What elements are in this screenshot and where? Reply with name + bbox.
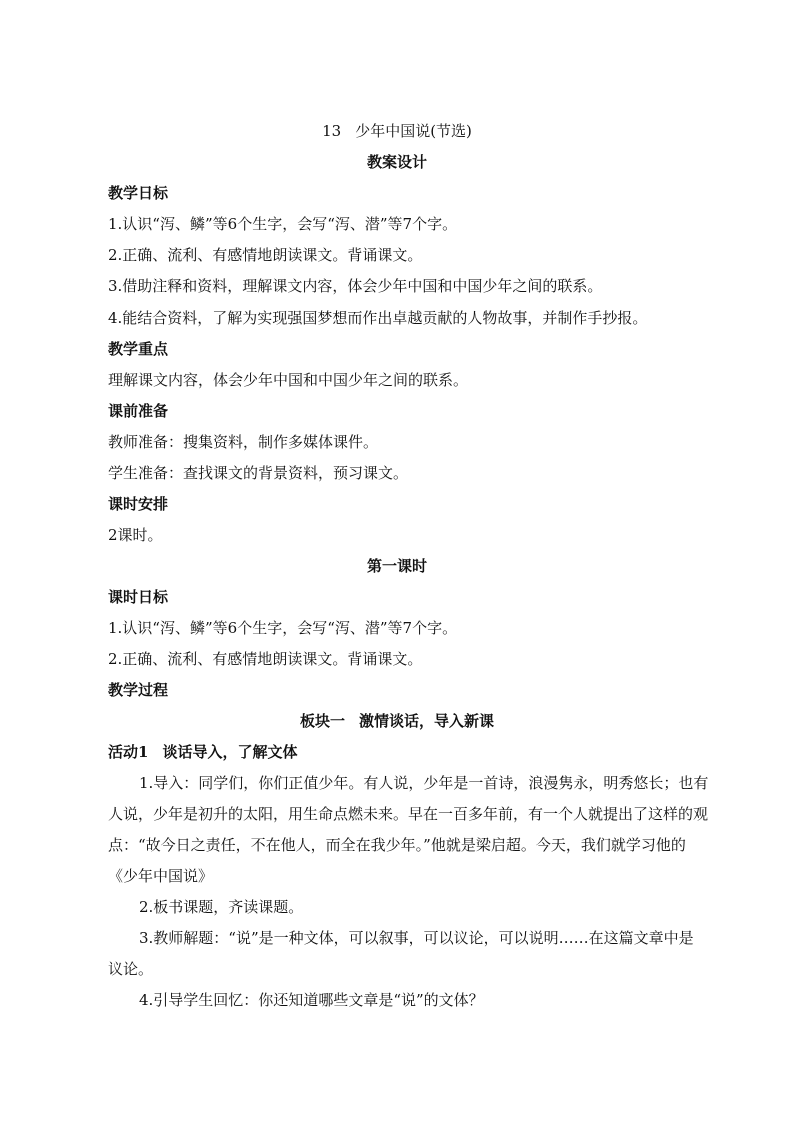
section-heading-lesson-objectives: 课时日标 <box>108 588 169 606</box>
schedule-text: 2课时。 <box>108 526 163 544</box>
paragraph-line: 3.教师解题：“说”是一种文体，可以叙事，可以议论，可以说明……在这篇文章中是 <box>139 929 694 947</box>
paragraph-line: 点：“故今日之责任，不在他人，而全在我少年。”他就是梁启超。今天，我们就学习他的 <box>108 836 686 854</box>
activity-one-heading <box>108 742 720 762</box>
prep-student: 学生准备：查找课文的背景资料，预习课文。 <box>108 464 409 482</box>
lesson-title-text: 少年中国说(节选) <box>355 122 472 140</box>
prep-teacher: 教师准备：搜集资料，制作多媒体课件。 <box>108 433 379 451</box>
lesson-objective-item: 2.正确、流利、有感情地朗读课文。背诵课文。 <box>108 650 423 668</box>
section-heading-objectives: 教学日标 <box>108 184 169 202</box>
block-one-heading <box>0 711 794 731</box>
lesson-number: 13 <box>322 122 342 140</box>
lesson-title <box>0 121 794 141</box>
focus-text: 理解课文内容，体会少年中国和中国少年之间的联系。 <box>108 371 469 389</box>
objective-item: 2.正确、流利、有感情地朗读课文。背诵课文。 <box>108 246 423 264</box>
objective-item: 4.能结合资料，了解为实现强国梦想而作出卓越贡献的人物故事，并制作手抄报。 <box>108 309 648 327</box>
block-one-title: 激情谈话，导入新课 <box>359 712 495 730</box>
section-heading-schedule: 课时安排 <box>108 495 169 513</box>
paragraph-line: 4.引导学生回忆：你还知道哪些文章是“说”的文体？ <box>139 991 484 1009</box>
lesson-objective-item: 1.认识“泻、鳞”等6个生字，会写“泻、潜”等7个字。 <box>108 619 458 637</box>
paragraph-line: 2.板书课题，齐读课题。 <box>139 898 304 916</box>
lesson-one-heading: 第一课时 <box>366 557 427 575</box>
activity-one-title: 谈话导入，了解文体 <box>162 743 298 761</box>
activity-one-label: 活动1 <box>108 743 149 761</box>
paragraph-line: 1.导入：同学们，你们正值少年。有人说，少年是一首诗，浪漫隽永，明秀悠长；也有 <box>139 774 709 792</box>
section-heading-process: 教学过程 <box>108 681 169 699</box>
paragraph-line: 议论。 <box>108 960 154 978</box>
section-heading-focus: 教学重点 <box>108 340 169 358</box>
paragraph-line: 《少年中国说》 <box>108 867 214 885</box>
section-heading-prep: 课前准备 <box>108 402 169 420</box>
document-subtitle: 教案设计 <box>366 153 427 171</box>
block-one-label: 板块一 <box>299 712 345 730</box>
objective-item: 1.认识“泻、鳞”等6个生字，会写“泻、潜”等7个字。 <box>108 215 458 233</box>
paragraph-line: 人说，少年是初升的太阳，用生命点燃未来。早在一百多年前，有一个人就提出了这样的观 <box>108 805 709 823</box>
objective-item: 3.借助注释和资料，理解课文内容，体会少年中国和中国少年之间的联系。 <box>108 277 603 295</box>
